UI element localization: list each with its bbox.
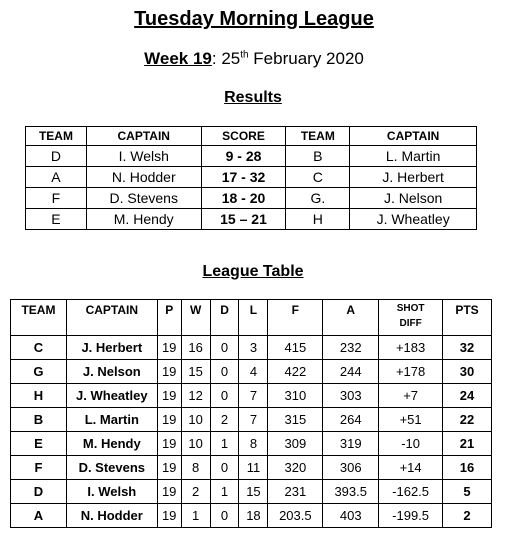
results-header-cell: CAPTAIN xyxy=(350,127,477,146)
league-cell: 1 xyxy=(210,432,239,456)
league-cell: 231 xyxy=(268,480,323,504)
results-heading: Results xyxy=(224,89,282,106)
league-cell: 0 xyxy=(210,336,239,360)
results-table xyxy=(25,126,477,230)
league-cell: J. Nelson xyxy=(66,360,157,384)
results-cell: L. Martin xyxy=(350,146,477,167)
league-cell: 19 xyxy=(157,336,181,360)
results-cell: A xyxy=(26,167,87,188)
league-cell: C xyxy=(11,336,67,360)
league-cell: 315 xyxy=(268,408,323,432)
league-cell: +183 xyxy=(379,336,443,360)
league-cell: N. Hodder xyxy=(66,504,157,528)
league-cell: 320 xyxy=(268,456,323,480)
league-cell: H xyxy=(11,384,67,408)
league-cell: 24 xyxy=(443,384,492,408)
league-cell: 0 xyxy=(210,504,239,528)
league-header-cell: P xyxy=(157,300,181,336)
league-cell: 8 xyxy=(181,456,210,480)
league-row xyxy=(11,480,492,504)
league-cell: 18 xyxy=(239,504,268,528)
league-header-cell: F xyxy=(268,300,323,336)
results-cell: D. Stevens xyxy=(86,188,201,209)
page-title: Tuesday Morning League xyxy=(134,8,374,30)
results-cell: 17 - 32 xyxy=(201,167,286,188)
league-cell: 1 xyxy=(181,504,210,528)
league-cell: J. Herbert xyxy=(66,336,157,360)
league-cell: F xyxy=(11,456,67,480)
league-cell: 16 xyxy=(181,336,210,360)
week-separator: : xyxy=(211,49,222,68)
league-row xyxy=(11,408,492,432)
league-row xyxy=(11,456,492,480)
results-row xyxy=(26,209,477,230)
league-table xyxy=(10,299,492,528)
league-header-cell: PTS xyxy=(443,300,492,336)
league-header-cell: D xyxy=(210,300,239,336)
league-cell: +51 xyxy=(379,408,443,432)
league-table-heading: League Table xyxy=(202,263,304,280)
league-cell: 4 xyxy=(239,360,268,384)
league-cell: 306 xyxy=(323,456,379,480)
league-cell: 19 xyxy=(157,480,181,504)
league-cell: 264 xyxy=(323,408,379,432)
league-cell: D. Stevens xyxy=(66,456,157,480)
results-header-cell: CAPTAIN xyxy=(86,127,201,146)
league-cell: 22 xyxy=(443,408,492,432)
league-cell: 8 xyxy=(239,432,268,456)
results-cell: D xyxy=(26,146,87,167)
league-cell: 19 xyxy=(157,408,181,432)
league-cell: 309 xyxy=(268,432,323,456)
league-cell: +178 xyxy=(379,360,443,384)
league-cell: 393.5 xyxy=(323,480,379,504)
week-line xyxy=(0,49,508,69)
results-cell: 9 - 28 xyxy=(201,146,286,167)
league-cell: M. Hendy xyxy=(66,432,157,456)
league-cell: E xyxy=(11,432,67,456)
league-cell: L. Martin xyxy=(66,408,157,432)
league-cell: 2 xyxy=(443,504,492,528)
league-cell: I. Welsh xyxy=(66,480,157,504)
league-cell: 11 xyxy=(239,456,268,480)
league-header-cell: CAPTAIN xyxy=(66,300,157,336)
results-row xyxy=(26,188,477,209)
league-row xyxy=(11,504,492,528)
league-cell: 10 xyxy=(181,432,210,456)
results-header-cell: TEAM xyxy=(26,127,87,146)
league-cell: D xyxy=(11,480,67,504)
results-header-cell: TEAM xyxy=(286,127,350,146)
league-cell: 16 xyxy=(443,456,492,480)
week-label: Week 19 xyxy=(144,49,212,68)
results-cell: 18 - 20 xyxy=(201,188,286,209)
results-cell: J. Wheatley xyxy=(350,209,477,230)
league-cell: 5 xyxy=(443,480,492,504)
league-cell: 0 xyxy=(210,456,239,480)
league-header-cell: L xyxy=(239,300,268,336)
league-cell: 21 xyxy=(443,432,492,456)
results-cell: I. Welsh xyxy=(86,146,201,167)
league-cell: 0 xyxy=(210,384,239,408)
results-cell: G. xyxy=(286,188,350,209)
results-header-row xyxy=(26,127,477,146)
league-cell: 1 xyxy=(210,480,239,504)
league-cell: 7 xyxy=(239,408,268,432)
league-cell: 19 xyxy=(157,504,181,528)
league-cell: 7 xyxy=(239,384,268,408)
league-cell: -162.5 xyxy=(379,480,443,504)
league-body xyxy=(11,336,492,528)
league-cell: 2 xyxy=(181,480,210,504)
league-header-cell: A xyxy=(323,300,379,336)
results-row xyxy=(26,146,477,167)
league-row xyxy=(11,384,492,408)
league-cell: 415 xyxy=(268,336,323,360)
league-cell: 15 xyxy=(239,480,268,504)
results-row xyxy=(26,167,477,188)
league-cell: 19 xyxy=(157,384,181,408)
league-cell: -199.5 xyxy=(379,504,443,528)
league-cell: 15 xyxy=(181,360,210,384)
league-cell: J. Wheatley xyxy=(66,384,157,408)
league-cell: 10 xyxy=(181,408,210,432)
league-cell: -10 xyxy=(379,432,443,456)
results-cell: C xyxy=(286,167,350,188)
league-cell: 3 xyxy=(239,336,268,360)
league-cell: 403 xyxy=(323,504,379,528)
league-cell: 422 xyxy=(268,360,323,384)
league-cell: 244 xyxy=(323,360,379,384)
results-cell: N. Hodder xyxy=(86,167,201,188)
week-day-suffix: th xyxy=(240,49,249,61)
results-header-cell: SCORE xyxy=(201,127,286,146)
league-row xyxy=(11,360,492,384)
league-cell: 2 xyxy=(210,408,239,432)
league-cell: 30 xyxy=(443,360,492,384)
league-row xyxy=(11,336,492,360)
results-cell: F xyxy=(26,188,87,209)
results-body xyxy=(26,146,477,230)
league-cell: 232 xyxy=(323,336,379,360)
league-cell: 310 xyxy=(268,384,323,408)
league-cell: 319 xyxy=(323,432,379,456)
league-cell: 19 xyxy=(157,360,181,384)
league-cell: +14 xyxy=(379,456,443,480)
week-day: 25 xyxy=(221,49,241,68)
results-cell: M. Hendy xyxy=(86,209,201,230)
league-cell: 303 xyxy=(323,384,379,408)
league-cell: 0 xyxy=(210,360,239,384)
results-cell: J. Nelson xyxy=(350,188,477,209)
results-cell: E xyxy=(26,209,87,230)
results-cell: B xyxy=(286,146,350,167)
league-header-cell: W xyxy=(181,300,210,336)
league-cell: A xyxy=(11,504,67,528)
league-cell: G xyxy=(11,360,67,384)
league-header-cell: SHOT DIFF xyxy=(379,300,443,336)
league-cell: 12 xyxy=(181,384,210,408)
league-header-cell: TEAM xyxy=(11,300,67,336)
league-cell: +7 xyxy=(379,384,443,408)
week-date-rest: February 2020 xyxy=(248,49,364,68)
league-header-row xyxy=(11,300,492,336)
results-cell: H xyxy=(286,209,350,230)
league-cell: 32 xyxy=(443,336,492,360)
league-cell: B xyxy=(11,408,67,432)
league-cell: 19 xyxy=(157,456,181,480)
results-cell: J. Herbert xyxy=(350,167,477,188)
league-row xyxy=(11,432,492,456)
league-cell: 203.5 xyxy=(268,504,323,528)
results-cell: 15 – 21 xyxy=(201,209,286,230)
league-cell: 19 xyxy=(157,432,181,456)
